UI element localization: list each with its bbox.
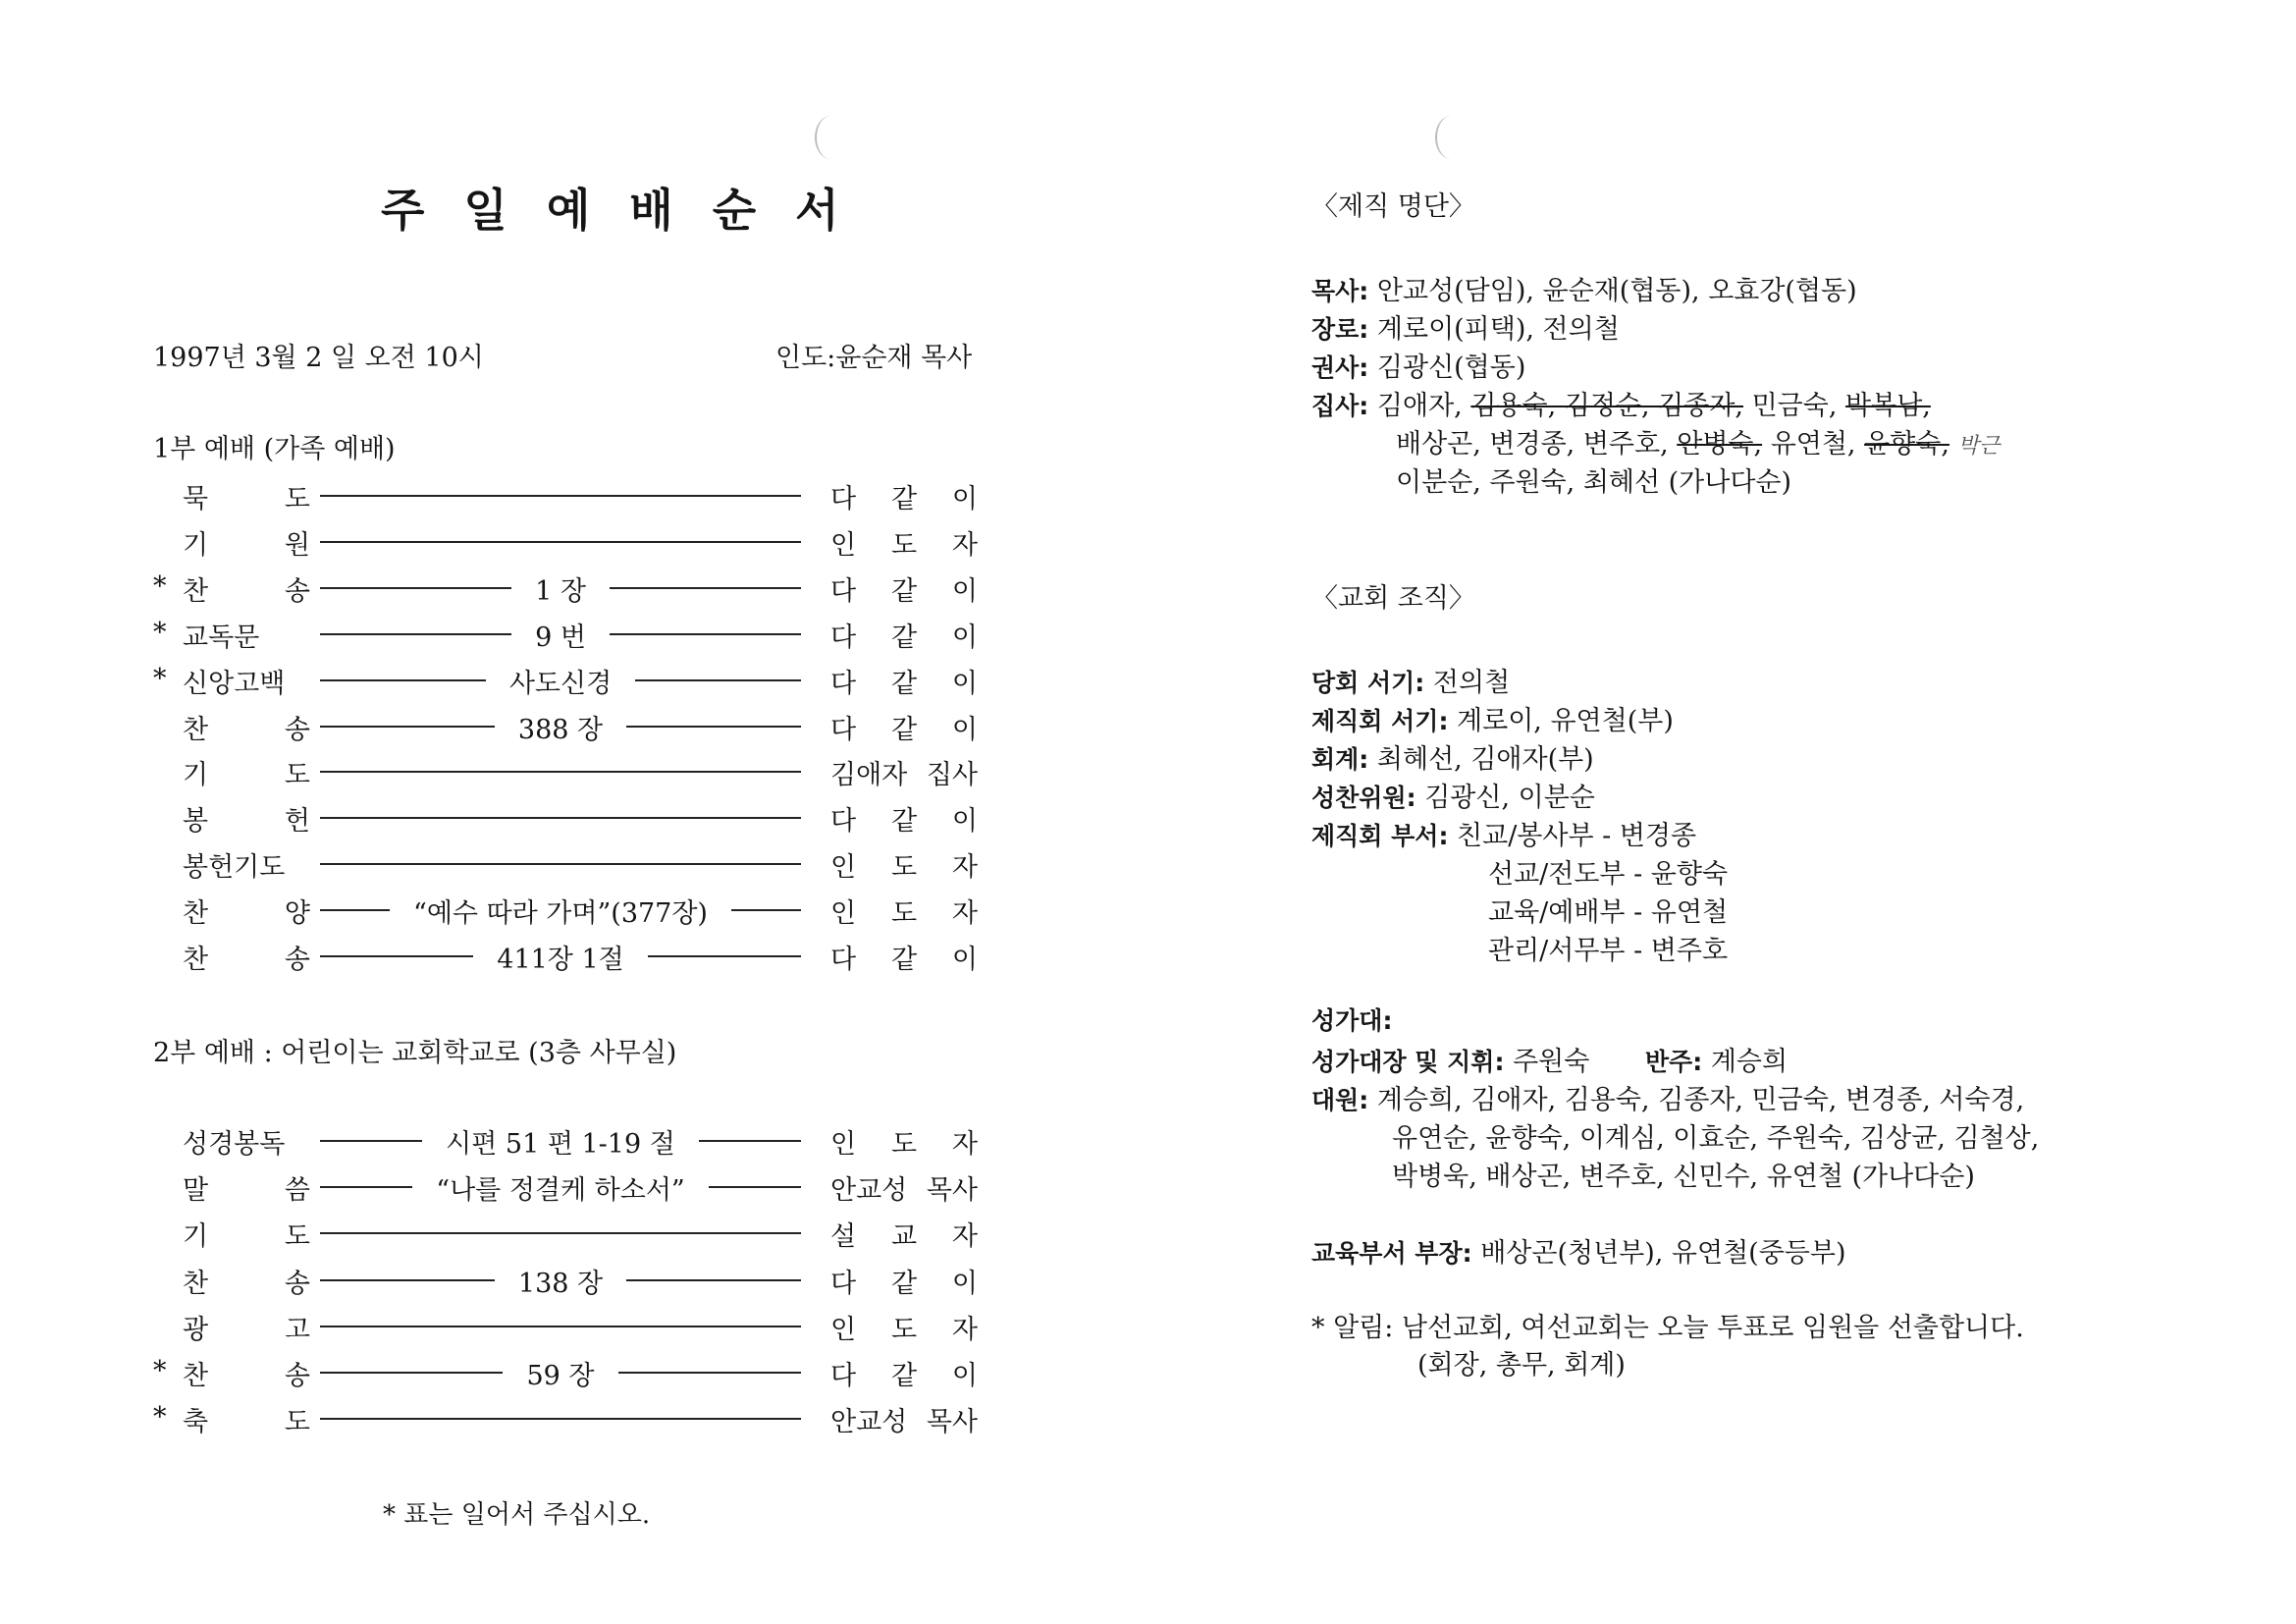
order-person: 다 같 이 [830,575,978,607]
service-leader: 인도:윤순재 목사 [775,343,973,373]
order-item: 봉 헌 [183,806,310,838]
members-label: 대원: [1311,1086,1369,1114]
leader-line [320,495,801,497]
elders-label: 장로: [1311,315,1369,344]
footnote: * 표는 일어서 주십시오. [383,1500,651,1530]
dept-3: 교육/예배부 - 유연철 [1488,897,1729,928]
part1-row [153,845,988,884]
stand-marker: * [153,570,167,602]
order-person: 다 같 이 [830,714,978,745]
order-item: 찬 송 [183,1268,310,1299]
exhorter-value: 김광신(협동) [1376,352,1526,383]
order-person: 인 도 자 [830,898,978,930]
deacons-1b: 민금숙, [1751,391,1838,421]
deacons-line-1 [1311,384,1931,422]
order-detail-text: 59 장 [503,1361,617,1391]
page-title: 주일예배순서 [381,184,879,237]
members-line-3: 박병욱, 배상곤, 변주호, 신민수, 유연철 (가나다순) [1392,1162,1975,1192]
deacons-label: 집사: [1311,392,1369,420]
accompanist-label: 반주: [1644,1048,1703,1076]
part1-row [153,523,988,559]
elders-line [1311,307,1620,346]
order-detail [320,1168,801,1207]
dept-label: 제직회 부서: [1311,822,1449,850]
part1-row [153,799,988,838]
deacons-2a: 배상곤, 변경종, 변주호, [1396,429,1669,460]
choir-label-text: 성가대: [1311,1006,1393,1035]
deacons-line-3: 이분순, 주원숙, 최혜선 (가나다순) [1396,467,1792,498]
order-detail [320,892,801,930]
order-detail-text: 1 장 [511,576,610,607]
church-heading: 〈교회 조직〉 [1311,583,1475,614]
deacons-1-struck: 김용숙, 김정순, 김종자, [1470,391,1743,421]
stand-marker: * [153,1356,167,1386]
choir-leader-label: 성가대장 및 지휘: [1311,1048,1505,1076]
choir-leader-value: 주원숙 [1513,1047,1590,1077]
deacons-2b: 유연철, [1770,429,1856,460]
leader-line [320,1232,801,1234]
sacrament-label: 성찬위원: [1311,784,1416,812]
deacons-1-struck2: 박복남, [1845,391,1931,421]
members-line-2: 유연순, 윤향숙, 이계심, 이효순, 주원숙, 김상균, 김철상, [1392,1123,2040,1154]
session-clerk-line [1311,661,1510,699]
sacrament-line [1311,776,1595,814]
order-item: 기 도 [183,760,310,791]
order-item: 기 원 [183,529,310,561]
order-item: 찬 송 [183,575,310,607]
dept-2: 선교/전도부 - 윤향숙 [1488,859,1729,890]
order-detail-text: 388 장 [495,715,626,745]
pastors-line [1311,269,1857,307]
order-person: 다 같 이 [830,945,978,975]
order-detail [320,616,801,654]
part2-row [153,1122,988,1158]
scan-mark-left [815,116,846,159]
stand-marker: * [153,1402,167,1434]
order-detail-text: 9 번 [511,623,610,653]
leader-line [320,1326,801,1327]
part1-row [153,616,988,651]
notice-line-2: (회장, 총무, 회계) [1417,1350,1626,1380]
stand-marker: * [153,617,167,648]
session-clerk-label: 당회 서기: [1311,669,1425,697]
part2-row [153,1215,988,1253]
order-person: 안교성 목사 [830,1407,978,1438]
part1-row [153,753,988,791]
sacrament-value: 김광신, 이분순 [1424,783,1595,813]
part2-row [153,1262,988,1297]
order-item: 말 씀 [183,1175,310,1207]
board-clerk-line [1311,699,1674,737]
order-detail-text: “나를 정결케 하소서” [412,1175,708,1206]
treasurer-line [1311,737,1594,776]
leader-line [320,1418,801,1420]
leader-line [320,863,801,865]
part1-row [153,662,988,697]
pastors-value: 안교성(담임), 윤순재(협동), 오효강(협동) [1376,276,1857,306]
treasurer-label: 회계: [1311,745,1369,774]
order-detail [320,938,801,976]
order-person: 다 같 이 [830,668,978,699]
deacons-1a: 김애자, [1376,391,1463,421]
part1-row [153,708,988,743]
order-detail [320,1122,801,1161]
order-item: 찬 양 [183,898,310,930]
members-1: 계승희, 김애자, 김용숙, 김종자, 민금숙, 변경종, 서숙경, [1376,1085,2025,1115]
order-person: 인 도 자 [830,529,978,561]
order-detail-text: 사도신경 [486,669,635,699]
order-detail-text: 시편 51 편 1-19 절 [422,1129,699,1160]
order-item: 광 고 [183,1314,310,1345]
board-clerk-label: 제직회 서기: [1311,707,1449,735]
edu-line [1311,1231,1846,1270]
stand-marker: * [153,663,167,694]
order-detail [320,569,801,608]
order-person: 김애자 집사 [830,760,978,791]
order-person: 인 도 자 [830,852,978,884]
part2-row [153,1168,988,1207]
choir-label [1311,1001,1392,1037]
order-person: 설 교 자 [830,1221,978,1253]
order-item: 봉헌기도 [183,852,286,884]
order-detail [320,662,801,700]
order-detail-text: 138 장 [495,1269,626,1299]
order-detail [320,708,801,746]
scan-mark-right [1435,116,1467,159]
part2-row [153,1354,988,1389]
part1-row [153,892,988,930]
leader-line [320,817,801,819]
part2-row [153,1308,988,1343]
order-item: 축 도 [183,1407,310,1438]
session-clerk-value: 전의철 [1432,668,1511,698]
choir-leader-line [1311,1040,1788,1078]
dept-4: 관리/서무부 - 변주호 [1488,936,1729,966]
order-item: 찬 송 [183,714,310,745]
part1-row [153,477,988,513]
treasurer-value: 최혜선, 김애자(부) [1376,744,1594,775]
dept-1: 친교/봉사부 - 변경종 [1457,821,1697,851]
dept-line [1311,814,1696,852]
edu-value: 배상곤(청년부), 유연철(중등부) [1480,1238,1846,1269]
members-line-1 [1311,1078,2024,1116]
order-person: 다 같 이 [830,1361,978,1391]
part1-row [153,938,988,973]
exhorter-line [1311,346,1525,384]
order-detail [320,1354,801,1392]
order-person: 인 도 자 [830,1314,978,1345]
order-person: 다 같 이 [830,622,978,653]
exhorter-label: 권사: [1311,353,1369,382]
order-item: 교독문 [183,622,260,653]
deacons-2-struck2: 윤향숙, [1864,429,1949,460]
order-item: 찬 송 [183,945,310,975]
part1-row [153,569,988,605]
deacons-2-struck: 안병숙, [1677,429,1763,460]
order-item: 기 도 [183,1221,310,1253]
pastors-label: 목사: [1311,277,1369,305]
part1-heading: 1부 예배 (가족 예배) [153,434,396,464]
part2-heading: 2부 예배 : 어린이는 교회학교로 (3층 사무실) [153,1038,677,1068]
handwritten-note: 박근 [1957,434,2001,459]
order-person: 다 같 이 [830,1268,978,1299]
part2-row [153,1400,988,1438]
service-date: 1997년 3월 2 일 오전 10시 [153,343,484,373]
org-heading: 〈제직 명단〉 [1311,191,1475,222]
board-clerk-value: 계로이, 유연철(부) [1457,706,1674,736]
elders-value: 계로이(피택), 전의철 [1376,314,1620,345]
accompanist-value: 계승희 [1710,1047,1789,1077]
order-detail [320,1262,801,1300]
edu-label: 교육부서 부장: [1311,1239,1472,1268]
order-item: 신앙고백 [183,668,286,699]
order-item: 묵 도 [183,484,310,514]
order-person: 인 도 자 [830,1129,978,1160]
leader-line [320,771,801,773]
order-item: 찬 송 [183,1361,310,1391]
order-person: 안교성 목사 [830,1175,978,1207]
order-person: 다 같 이 [830,484,978,514]
deacons-line-2 [1396,422,2000,460]
order-person: 다 같 이 [830,806,978,838]
leader-line [320,541,801,543]
order-detail-text: “예수 따라 가며”(377장) [390,898,731,929]
notice-line-1: * 알림: 남선교회, 여선교회는 오늘 투표로 임원을 선출합니다. [1311,1313,2024,1343]
order-item: 성경봉독 [183,1129,286,1160]
order-detail-text: 411장 1절 [473,945,647,975]
